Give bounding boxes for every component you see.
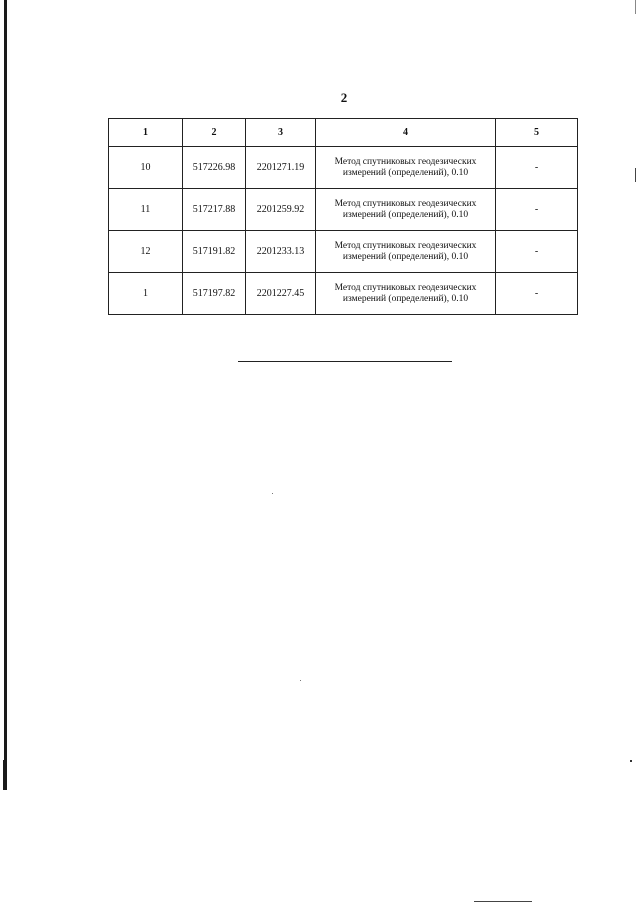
description-cell: - — [496, 147, 578, 189]
header-cell: 4 — [316, 119, 496, 147]
y-coordinate-cell: 2201227.45 — [246, 273, 316, 315]
method-cell: Метод спутниковых геодезических измерений (определений), 0.10 — [316, 147, 496, 189]
scan-mark-right — [635, 168, 636, 182]
scan-speck — [272, 493, 273, 494]
x-coordinate-cell: 517191.82 — [183, 231, 246, 273]
y-coordinate-cell: 2201271.19 — [246, 147, 316, 189]
description-cell: - — [496, 189, 578, 231]
point-number-cell: 11 — [109, 189, 183, 231]
page-number: 2 — [340, 90, 348, 105]
table-row — [109, 147, 578, 189]
header-cell: 5 — [496, 119, 578, 147]
scan-edge-left-bottom — [3, 760, 7, 790]
x-coordinate-cell: 517197.82 — [183, 273, 246, 315]
point-number-cell: 12 — [109, 231, 183, 273]
header-cell: 1 — [109, 119, 183, 147]
x-coordinate-cell: 517226.98 — [183, 147, 246, 189]
method-cell: Метод спутниковых геодезических измерений (определений), 0.10 — [316, 189, 496, 231]
x-coordinate-cell: 517217.88 — [183, 189, 246, 231]
table-header-row — [109, 119, 578, 147]
table-row — [109, 189, 578, 231]
y-coordinate-cell: 2201259.92 — [246, 189, 316, 231]
y-coordinate-cell: 2201233.13 — [246, 231, 316, 273]
footer-rule — [474, 901, 532, 902]
table-row — [109, 231, 578, 273]
scan-dot-right — [630, 760, 632, 762]
coordinates-table — [108, 118, 578, 315]
table-row — [109, 273, 578, 315]
method-cell: Метод спутниковых геодезических измерений (определений), 0.10 — [316, 273, 496, 315]
point-number-cell: 1 — [109, 273, 183, 315]
closing-rule — [238, 361, 452, 362]
scan-speck — [300, 680, 301, 681]
scan-mark-right-top — [635, 0, 636, 14]
point-number-cell: 10 — [109, 147, 183, 189]
header-cell: 2 — [183, 119, 246, 147]
scan-edge-left — [4, 0, 7, 790]
description-cell: - — [496, 273, 578, 315]
description-cell: - — [496, 231, 578, 273]
method-cell: Метод спутниковых геодезических измерений (определений), 0.10 — [316, 231, 496, 273]
header-cell: 3 — [246, 119, 316, 147]
